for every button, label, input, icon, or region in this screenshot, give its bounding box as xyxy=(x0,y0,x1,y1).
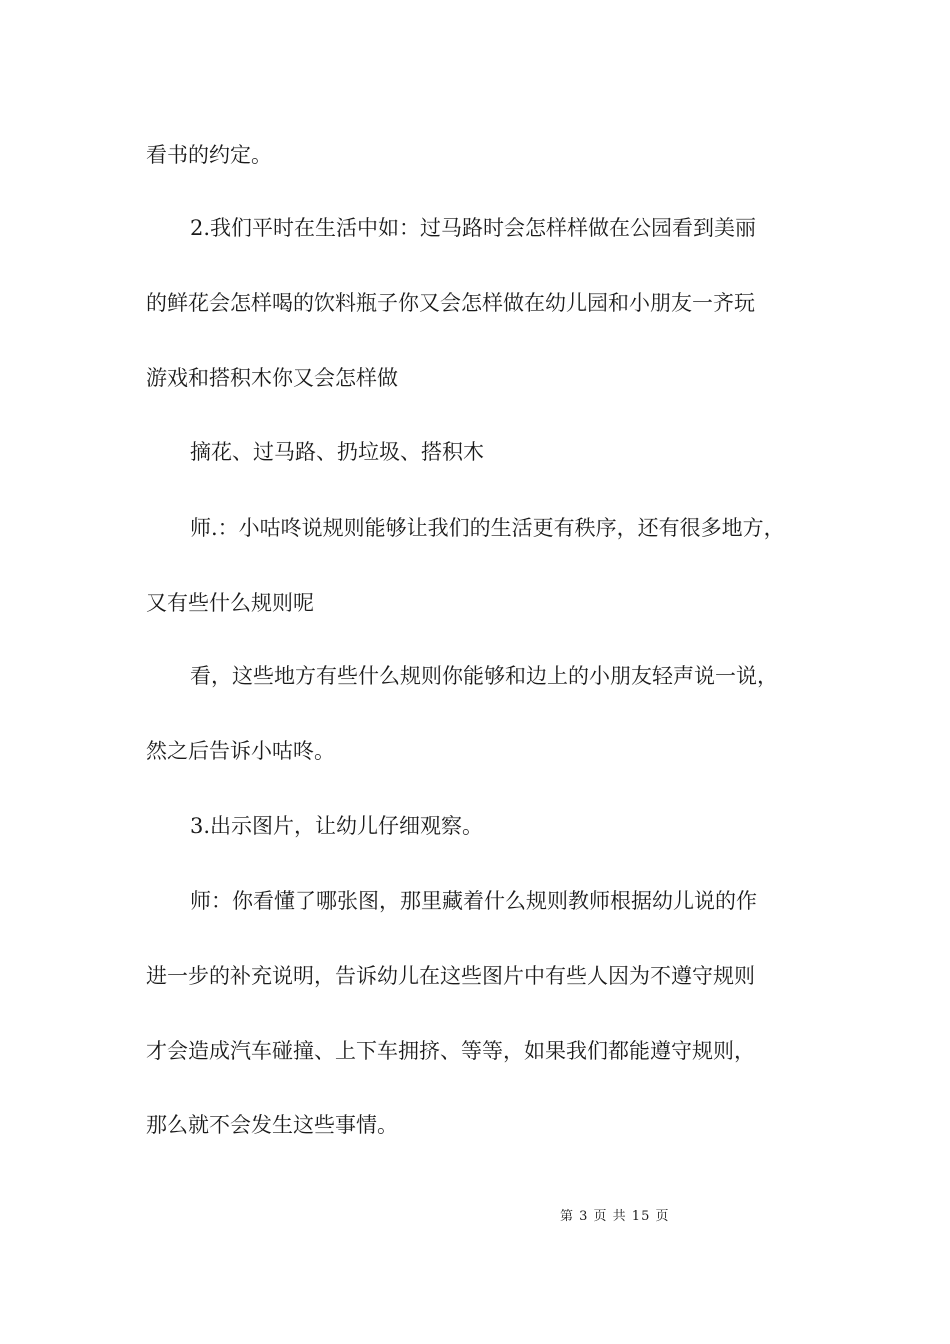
page-number-footer: 第 3 页 共 15 页 xyxy=(560,1209,670,1224)
paragraph-line: 师：你看懂了哪张图，那里藏着什么规则教师根据幼儿说的作 xyxy=(190,889,757,913)
paragraph-line: 那么就不会发生这些事情。 xyxy=(146,1113,398,1137)
paragraph-line: 才会造成汽车碰撞、上下车拥挤、等等，如果我们都能遵守规则， xyxy=(146,1039,755,1063)
paragraph-line: 又有些什么规则呢 xyxy=(146,591,314,615)
paragraph-line: 摘花、过马路、扔垃圾、搭积木 xyxy=(190,440,484,464)
paragraph-line: 然之后告诉小咕咚。 xyxy=(146,739,335,763)
paragraph-line: 3.出示图片，让幼儿仔细观察。 xyxy=(190,814,484,838)
paragraph-line: 的鲜花会怎样喝的饮料瓶子你又会怎样做在幼儿园和小朋友一齐玩 xyxy=(146,291,755,315)
paragraph-line: 看书的约定。 xyxy=(146,143,272,167)
paragraph-line: 进一步的补充说明，告诉幼儿在这些图片中有些人因为不遵守规则 xyxy=(146,964,755,988)
paragraph-line: 看，这些地方有些什么规则你能够和边上的小朋友轻声说一说， xyxy=(190,664,778,688)
paragraph-line: 2.我们平时在生活中如：过马路时会怎样样做在公园看到美丽 xyxy=(190,216,757,240)
paragraph-line: 师.：小咕咚说规则能够让我们的生活更有秩序，还有很多地方， xyxy=(190,516,785,540)
paragraph-line: 游戏和搭积木你又会怎样做 xyxy=(146,366,398,390)
